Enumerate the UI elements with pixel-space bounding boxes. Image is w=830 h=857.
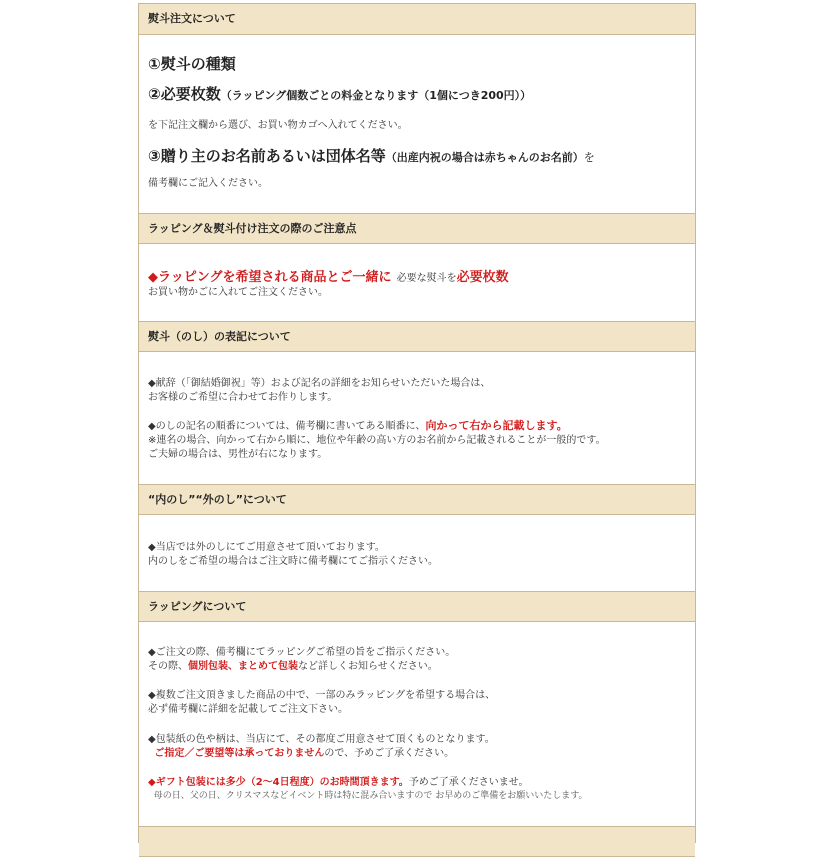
caution-line2: お買い物かごに入れてご注文ください。 xyxy=(148,287,328,298)
required-count-row xyxy=(148,84,689,106)
notation-p2-line2: ※連名の場合、向かって右から順に、地位や年齢の高い方のお名前から記載されることが一般的です。 xyxy=(148,435,606,446)
wrapping-para-1 xyxy=(148,646,689,674)
section-header-wrapping-caution: ラッピング＆熨斗付け注文の際のご注意点 xyxy=(139,213,695,244)
caution-required-count: 必要枚数 xyxy=(456,270,509,285)
noshi-type-item: ①熨斗の種類 xyxy=(148,55,236,73)
required-count-label: ②必要枚数 xyxy=(148,85,221,103)
section-header-wrapping: ラッピングについて xyxy=(139,591,695,622)
caution-mid-text: 必要な熨斗を xyxy=(396,273,457,284)
info-panel xyxy=(138,3,696,843)
section-header-noshi-notation: 熨斗（のし）の表記について xyxy=(139,321,695,352)
sender-name-note-row xyxy=(148,177,689,191)
noshi-order-body xyxy=(148,54,689,74)
wrapping-p4-line1b: 予めご了承くださいませ。 xyxy=(408,777,529,788)
section-header-inner-outer-noshi: “内のし”“外のし”について xyxy=(139,484,695,515)
required-count-note-row xyxy=(148,119,689,133)
wrapping-para-4 xyxy=(148,776,689,803)
sender-name-tail: を xyxy=(583,151,595,164)
inner-outer-line1: ◆当店では外のしにてご用意させて頂いております。 xyxy=(148,542,385,553)
sender-name-row xyxy=(148,146,689,168)
wrapping-p4-line2: 母の日、父の日、クリスマスなどイベント時は特に混み合いますので お早めのご準備をお願いいたします。 xyxy=(153,791,588,801)
wrapping-caution-row xyxy=(148,266,689,300)
inner-outer-line2: 内のしをご希望の場合はご注文時に備考欄にてご指示ください。 xyxy=(148,556,438,567)
wrapping-p1-line2a: その際、 xyxy=(148,661,188,672)
required-count-sub: （ラッピング個数ごとの料金となります（1個につき200円）） xyxy=(220,89,532,102)
notation-p2-line1a: ◆のしの記名の順番については、備考欄に書いてある順番に、 xyxy=(148,421,426,432)
wrapping-p3-line1: ◆包装紙の色や柄は、当店にて、その都度ご用意させて頂くものとなります。 xyxy=(148,734,495,745)
notation-p1-line1: ◆献辞（「御結婚御祝」等）および記名の詳細をお知らせいただいた場合は、 xyxy=(148,378,491,389)
wrapping-p3-line2a: ご指定／ご要望等は承っておりません xyxy=(154,748,325,759)
notation-p2-line3: ご夫婦の場合は、男性が右になります。 xyxy=(148,449,328,460)
section-header-noshi-order: 熨斗注文について xyxy=(139,4,695,35)
section-header-next xyxy=(139,826,695,857)
sender-name-sub: （出産内祝の場合は赤ちゃんのお名前） xyxy=(385,151,584,164)
wrapping-p2-line2: 必ず備考欄に詳細を記載してご注文下さい。 xyxy=(148,704,348,715)
wrapping-p1-line1: ◆ご注文の際、備考欄にてラッピングご希望の旨をご指示ください。 xyxy=(148,647,456,658)
required-count-note: を下記注文欄から選び、お買い物カゴへ入れてください。 xyxy=(148,120,408,131)
wrapping-p3-line2b: ので、予めご了承ください。 xyxy=(324,748,455,759)
notation-para-2 xyxy=(148,419,689,462)
sender-name-note: 備考欄にご記入ください。 xyxy=(148,178,268,189)
notation-para-1 xyxy=(148,377,689,405)
wrapping-p2-line1: ◆複数ご注文頂きました商品の中で、一部のみラッピングを希望する場合は、 xyxy=(148,690,496,701)
sender-name-label: ③贈り主のお名前あるいは団体名等 xyxy=(148,147,386,165)
notation-p2-line1b: 向かって右から記載します。 xyxy=(425,419,568,432)
wrapping-p1-line2c: など詳しくお知らせください。 xyxy=(298,661,438,672)
inner-outer-body xyxy=(148,541,689,569)
wrapping-para-3 xyxy=(148,733,689,761)
notation-p1-line2: お客様のご希望に合わせてお作りします。 xyxy=(148,392,338,403)
caution-red-text: ◆ラッピングを希望される商品とご一緒に xyxy=(148,270,392,285)
wrapping-para-2 xyxy=(148,689,689,717)
wrapping-p1-line2b: 個別包装、まとめて包装 xyxy=(188,661,298,672)
wrapping-p4-line1a: ◆ギフト包装には多少（2〜4日程度）のお時間頂きます。 xyxy=(148,777,409,788)
